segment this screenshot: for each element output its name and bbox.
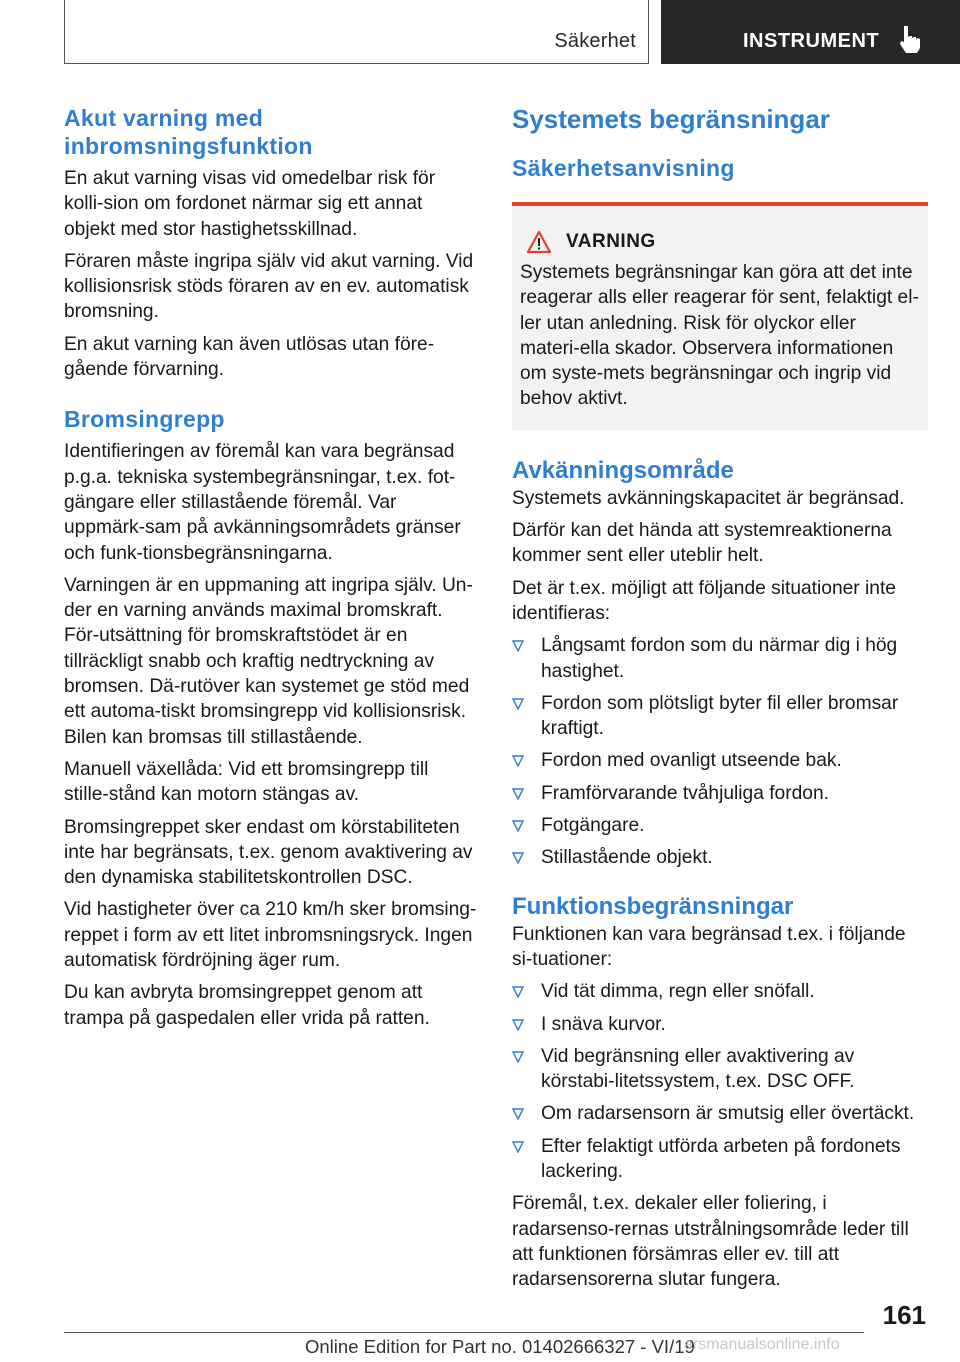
paragraph: Föraren måste ingripa själv vid akut varning. Vid kollisionsrisk stöds föraren av en ev. automatisk bromsning.	[64, 250, 474, 323]
section-title-function-limits: Funktionsbegränsningar	[512, 892, 794, 920]
list-item: Fotgängare.	[512, 813, 928, 838]
triangle-bullet-icon	[512, 698, 524, 710]
paragraph: En akut varning visas vid omedelbar risk för kolli-sion om fordonet närmar sig ett annat objekt med stor hastighetsskillnad.	[64, 168, 436, 240]
paragraph: En akut varning kan även utlösas utan före-gående förvarning.	[64, 333, 435, 381]
section-title-safety-note: Säkerhetsanvisning	[512, 155, 735, 181]
list-item: Om radarsensorn är smutsig eller övertäckt.	[512, 1101, 928, 1126]
triangle-bullet-icon	[512, 852, 524, 864]
triangle-bullet-icon	[512, 1051, 524, 1063]
list-item: Långsamt fordon som du närmar dig i hög hastighet.	[512, 633, 928, 684]
footer-divider	[64, 1332, 864, 1333]
warning-triangle-icon	[526, 230, 552, 254]
paragraph: Det är t.ex. möjligt att följande situationer inte identifieras:	[512, 577, 896, 624]
warning-text: Systemets begränsningar kan göra att det inte reagerar alls eller reagerar för sent, felaktigt el-ler utan anledning. Risk för olyckor eller materi-ella skador. Observera informationen om syste-mets begränsningar och ingrip vid behov aktivt.	[520, 262, 919, 410]
triangle-bullet-icon	[512, 1108, 524, 1120]
paragraph: Bromsingreppet sker endast om körstabiliteten inte har begränsats, t.ex. genom avaktivering av den dynamiska stabilitetskontrollen DSC.	[64, 816, 473, 889]
list-item: Fordon som plötsligt byter fil eller bromsar kraftigt.	[512, 691, 928, 742]
footer-watermark: arsmanualsonline.info	[684, 1336, 840, 1353]
paragraph: Manuell växellåda: Vid ett bromsingrepp till stille-stånd kan motorn stängas av.	[64, 758, 429, 806]
bullet-list-function	[512, 979, 928, 1184]
triangle-bullet-icon	[512, 1019, 524, 1031]
paragraph: Vid hastigheter över ca 210 km/h sker bromsing-reppet i form av ett litet inbromsningsryck. Ingen automatisk fördröjning äger rum.	[64, 899, 477, 972]
header-chapter-tab	[661, 0, 960, 64]
hand-pointer-icon	[897, 24, 923, 54]
warning-header	[520, 230, 920, 254]
section-title-detection-range: Avkänningsområde	[512, 456, 734, 484]
main-title-system-limits: Systemets begränsningar	[512, 104, 830, 134]
list-item: Fordon med ovanligt utseende bak.	[512, 748, 928, 773]
paragraph: Funktionen kan vara begränsad t.ex. i följande si-tuationer:	[512, 923, 906, 970]
triangle-bullet-icon	[512, 986, 524, 998]
list-item: Stillastående objekt.	[512, 845, 928, 870]
list-item: Vid tät dimma, regn eller snöfall.	[512, 979, 928, 1004]
list-item: Framförvarande tvåhjuliga fordon.	[512, 781, 928, 806]
bullet-list-detection	[512, 633, 928, 870]
warning-box	[512, 202, 928, 430]
triangle-bullet-icon	[512, 1141, 524, 1153]
list-item: Efter felaktigt utförda arbeten på fordonets lackering.	[512, 1134, 928, 1185]
paragraph: Varningen är en uppmaning att ingripa själv. Un-der en varning används maximal bromskraft. För-utsättning för bromskraftstödet är en tillräckligt snabb och kraftig nedtryckning av bromsen. Dä-rutöver kan systemet ge stöd med ett automa-tiskt bromsingrepp vid kollisionsrisk. Bilen kan bromsas till stillastående.	[64, 574, 473, 748]
warning-title: VARNING	[566, 231, 656, 252]
header-section-label: Säkerhet	[554, 30, 636, 52]
right-column	[512, 104, 928, 1300]
paragraph: Du kan avbryta bromsingreppet genom att trampa på gaspedalen eller vrida på ratten.	[64, 982, 430, 1029]
triangle-bullet-icon	[512, 755, 524, 767]
paragraph: Föremål, t.ex. dekaler eller foliering, i radarsenso-rernas utstrålningsområde leder till att funktionen försämras eller ev. till att radarsensorerna slutar fungera.	[512, 1193, 909, 1291]
left-column	[64, 104, 478, 1038]
page-number: 161	[882, 1300, 926, 1330]
triangle-bullet-icon	[512, 820, 524, 832]
footer-edition: Online Edition for Part no. 01402666327 - VI/19	[305, 1336, 695, 1357]
paragraph: Systemets avkänningskapacitet är begränsad.	[512, 487, 905, 509]
list-item: I snäva kurvor.	[512, 1012, 928, 1037]
header-chapter-label: INSTRUMENT	[743, 30, 880, 52]
list-item: Vid begränsning eller avaktivering av körstabi-litetssystem, t.ex. DSC OFF.	[512, 1044, 928, 1095]
section-title-emergency-warning: Akut varning med inbromsningsfunktion	[64, 105, 313, 159]
triangle-bullet-icon	[512, 640, 524, 652]
paragraph: Därför kan det hända att systemreaktionerna kommer sent eller uteblir helt.	[512, 520, 892, 567]
triangle-bullet-icon	[512, 788, 524, 800]
section-title-brake-intervention: Bromsingrepp	[64, 406, 225, 433]
paragraph: Identifieringen av föremål kan vara begränsad p.g.a. tekniska systembegränsningar, t.ex. fot-gängare eller stillastående föremål. Var uppmärk-sam på avkänningsområdets gränser och funk-tionsbegränsningarna.	[64, 441, 461, 564]
